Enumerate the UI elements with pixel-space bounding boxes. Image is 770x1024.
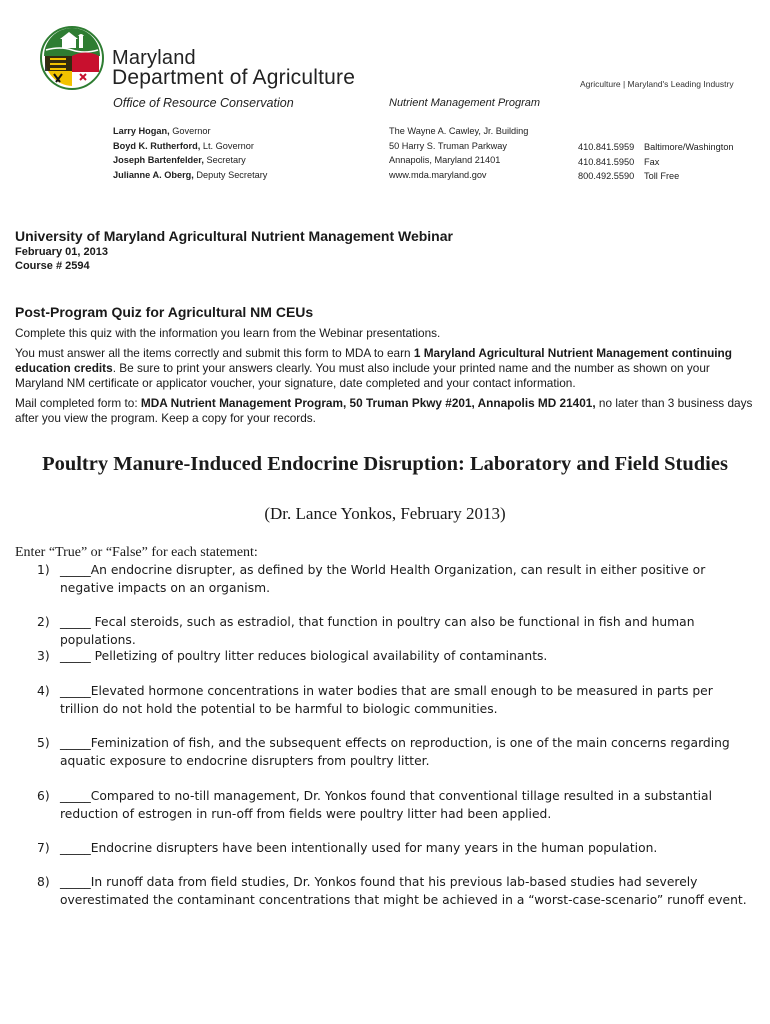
webinar-title: University of Maryland Agricultural Nutrient Management Webinar [15, 228, 453, 244]
question-number: 2) [37, 615, 50, 629]
question-text[interactable]: _____Compared to no-till management, Dr. Yonkos found that conventional tillage resulted in a substantial reduction of estrogen in run-off from fields were poultry litter had been applied. [60, 789, 713, 821]
website-link: www.mda.maryland.gov [389, 169, 487, 180]
question-text[interactable]: _____Endocrine disrupters have been intentionally used for many years in the human population. [60, 841, 658, 855]
official-row: Joseph Bartenfelder, Secretary [113, 155, 246, 166]
org-name-line1: Maryland [112, 47, 196, 69]
phone-numbers [578, 140, 634, 184]
true-false-instruction: Enter “True” or “False” for each statement: [15, 545, 258, 560]
quiz-intro: Complete this quiz with the information you learn from the Webinar presentations. [15, 326, 441, 340]
phone-label: Fax [644, 156, 660, 167]
course-number: Course # 2594 [15, 260, 90, 272]
question-number: 7) [37, 841, 50, 855]
org-name-line2: Department of Agriculture [112, 66, 356, 89]
phone-number: 410.841.5950 [578, 156, 635, 167]
question-number: 1) [37, 563, 50, 577]
question-number: 8) [37, 875, 50, 889]
question-text[interactable]: _____An endocrine disrupter, as defined by the World Health Organization, can result in either positive or negative impacts on an organism. [60, 563, 706, 595]
question-number: 3) [37, 649, 50, 663]
phone-labels [644, 140, 734, 184]
lecture-speaker: (Dr. Lance Yonkos, February 2013) [264, 504, 506, 523]
official-row: Larry Hogan, Governor [113, 126, 211, 136]
tagline: Agriculture | Maryland's Leading Industry [580, 79, 734, 89]
office-name: Office of Resource Conservation [113, 96, 294, 110]
question-text[interactable]: _____ Pelletizing of poultry litter reduces biological availability of contaminants. [60, 649, 548, 663]
phone-label: Toll Free [644, 171, 680, 182]
official-row: Boyd K. Rutherford, Lt. Governor [113, 140, 254, 151]
address-line: The Wayne A. Cawley, Jr. Building [389, 126, 529, 136]
official-row: Julianne A. Oberg, Deputy Secretary [113, 169, 268, 180]
question-text[interactable]: _____Feminization of fish, and the subsequent effects on reproduction, is one of the main concerns regarding aquatic exposure to endocrine disrupters from poultry litter. [60, 736, 730, 768]
phone-label: Baltimore/Washington [644, 142, 734, 152]
officials-list [113, 124, 267, 182]
question-text[interactable]: _____Elevated hormone concentrations in water bodies that are small enough to be measured in parts per trillion do not hold the potential to be harmful to biologic communities. [60, 684, 713, 716]
quiz-instructions: You must answer all the items correctly and submit this form to MDA to earn 1 Maryland Agricultural Nutrient Management continuing education credits. Be sure to print your answers clearly. You must also include your printed name and the number as shown on your Maryland NM certificate or applicator voucher, your signature, date completed and your contact information. [15, 346, 732, 390]
mail-instructions: Mail completed form to: MDA Nutrient Management Program, 50 Truman Pkwy #201, Annapolis MD 21401, no later than 3 business days after you view the program. Keep a copy for your records. [15, 396, 753, 425]
phone-number: 800.492.5590 [578, 171, 635, 182]
lecture-title: Poultry Manure-Induced Endocrine Disruption: Laboratory and Field Studies [42, 453, 728, 475]
webinar-date: February 01, 2013 [15, 246, 108, 258]
address-line: 50 Harry S. Truman Parkway [389, 140, 507, 151]
program-name: Nutrient Management Program [389, 97, 541, 109]
phone-number: 410.841.5959 [578, 142, 635, 152]
question-number: 5) [37, 736, 50, 750]
question-text[interactable]: _____ Fecal steroids, such as estradiol, that function in poultry can also be functional in fish and human populations. [60, 615, 695, 647]
question-number: 6) [37, 789, 50, 803]
question-text[interactable]: _____In runoff data from field studies, Dr. Yonkos found that his previous lab-based studies had severely overestimated the contaminant concentrations that might be achieved in a “worst-case-scenario” runoff event. [60, 875, 747, 907]
quiz-heading: Post-Program Quiz for Agricultural NM CEUs [15, 304, 314, 320]
mda-logo-icon [40, 26, 104, 90]
address-line: Annapolis, Maryland 21401 [389, 155, 501, 166]
question-number: 4) [37, 684, 50, 698]
address-block [389, 124, 528, 182]
